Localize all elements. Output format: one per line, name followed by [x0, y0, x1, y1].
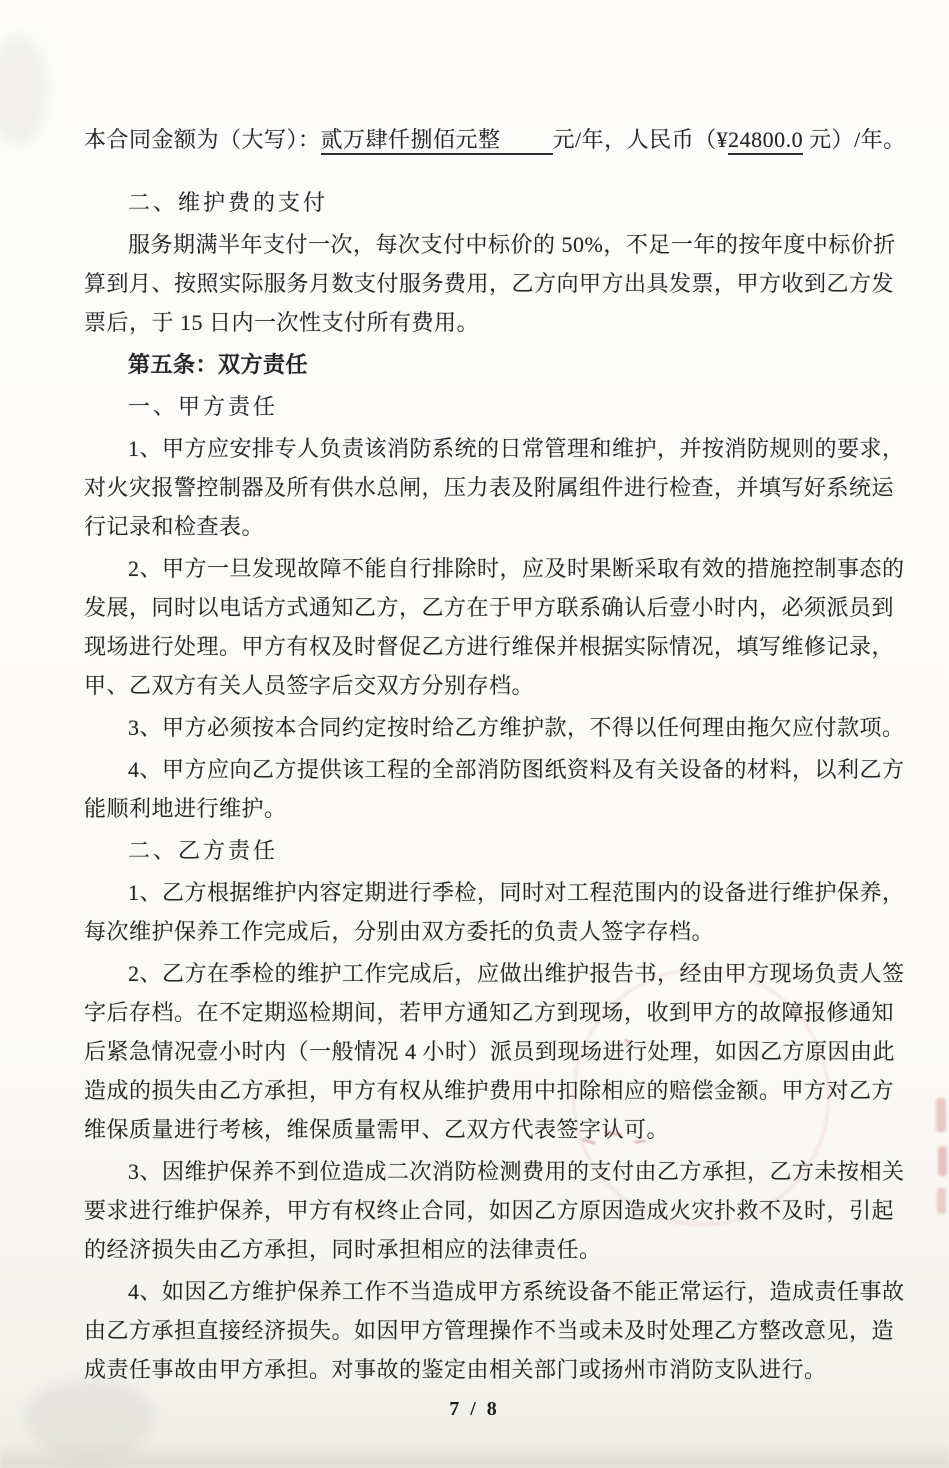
body-line: 每次维护保养工作完成后，分别由双方委托的负责人签字存档。 [84, 919, 715, 944]
body-line: 服务期满半年支付一次，每次支付中标价的 50%，不足一年的按年度中标价折 [128, 232, 896, 257]
red-seal-edge-mark [938, 1146, 947, 1176]
article-5-heading: 第五条：双方责任 [128, 352, 309, 377]
contract-body [84, 120, 934, 1389]
body-line: 2、乙方在季检的维护工作完成后，应做出维护报告书，经由甲方现场负责人签 [128, 961, 905, 986]
body-line: 现场进行处理。甲方有权及时督促乙方进行维保并根据实际情况，填写维修记录， [84, 634, 895, 659]
amount-prefix: 本合同金额为（大写）： [84, 127, 321, 152]
amount-in-digits: 24800.0 [728, 127, 803, 155]
section-heading-party-b-duties: 二、乙方责任 [128, 838, 279, 863]
body-line: 行记录和检查表。 [84, 514, 265, 539]
body-line: 4、甲方应向乙方提供该工程的全部消防图纸资料及有关设备的材料，以利乙方 [128, 757, 905, 782]
body-line: 2、甲方一旦发现故障不能自行排除时，应及时果断采取有效的措施控制事态的 [128, 556, 905, 581]
scan-smudge [0, 35, 48, 145]
body-line: 对火灾报警控制器及所有供水总闸，压力表及附属组件进行检查，并填写好系统运 [84, 475, 895, 500]
red-seal-edge-mark [937, 1188, 946, 1214]
body-line: 的经济损失由乙方承担，同时承担相应的法律责任。 [84, 1237, 602, 1262]
body-line: 4、如因乙方维护保养工作不当造成甲方系统设备不能正常运行，造成责任事故 [128, 1279, 905, 1304]
amount-middle: 元/年，人民币（¥ [552, 127, 729, 152]
body-line: 发展，同时以电话方式通知乙方，乙方在于甲方联系确认后壹小时内，必须派员到 [84, 595, 895, 620]
body-line: 要求进行维护保养，甲方有权终止合同，如因乙方原因造成火灾扑救不及时，引起 [84, 1198, 895, 1223]
section-heading-maintenance-fee-payment: 二、维护费的支付 [128, 190, 329, 215]
body-line: 票后，于 15 日内一次性支付所有费用。 [84, 310, 480, 335]
body-line: 1、甲方应安排专人负责该消防系统的日常管理和维护，并按消防规则的要求， [128, 436, 905, 461]
body-line: 维保质量进行考核，维保质量需甲、乙双方代表签字认可。 [84, 1117, 670, 1142]
body-line: 算到月、按照实际服务月数支付服务费用，乙方向甲方出具发票，甲方收到乙方发 [84, 271, 895, 296]
body-line: 1、乙方根据维护内容定期进行季检，同时对工程范围内的设备进行维护保养， [128, 880, 905, 905]
body-line: 成责任事故由甲方承担。对事故的鉴定由相关部门或扬州市消防支队进行。 [84, 1357, 827, 1382]
page-number: 7 / 8 [449, 1398, 500, 1420]
body-line: 后紧急情况壹小时内（一般情况 4 小时）派员到现场进行处理，如因乙方原因由此 [84, 1039, 896, 1064]
body-line: 能顺利地进行维护。 [84, 796, 287, 821]
body-line: 字后存档。在不定期巡检期间，若甲方通知乙方到现场，收到甲方的故障报修通知 [84, 1000, 895, 1025]
body-line: 甲、乙双方有关人员签字后交双方分别存档。 [84, 673, 535, 698]
amount-suffix: 元）/年。 [803, 127, 906, 152]
red-seal-edge-mark [936, 1098, 946, 1132]
body-line: 造成的损失由乙方承担，甲方有权从维护费用中扣除相应的赔偿金额。甲方对乙方 [84, 1078, 895, 1103]
body-line: 3、因维护保养不到位造成二次消防检测费用的支付由乙方承担，乙方未按相关 [128, 1159, 905, 1184]
scan-shadow-band [0, 1442, 949, 1468]
body-line: 3、甲方必须按本合同约定按时给乙方维护款，不得以任何理由拖欠应付款项。 [128, 715, 905, 740]
contract-amount-line [84, 120, 934, 159]
amount-in-words: 贰万肆仟捌佰元整 [321, 127, 553, 155]
section-heading-party-a-duties: 一、甲方责任 [128, 394, 279, 419]
body-line: 由乙方承担直接经济损失。如因甲方管理操作不当或未及时处理乙方整改意见，造 [84, 1318, 895, 1343]
